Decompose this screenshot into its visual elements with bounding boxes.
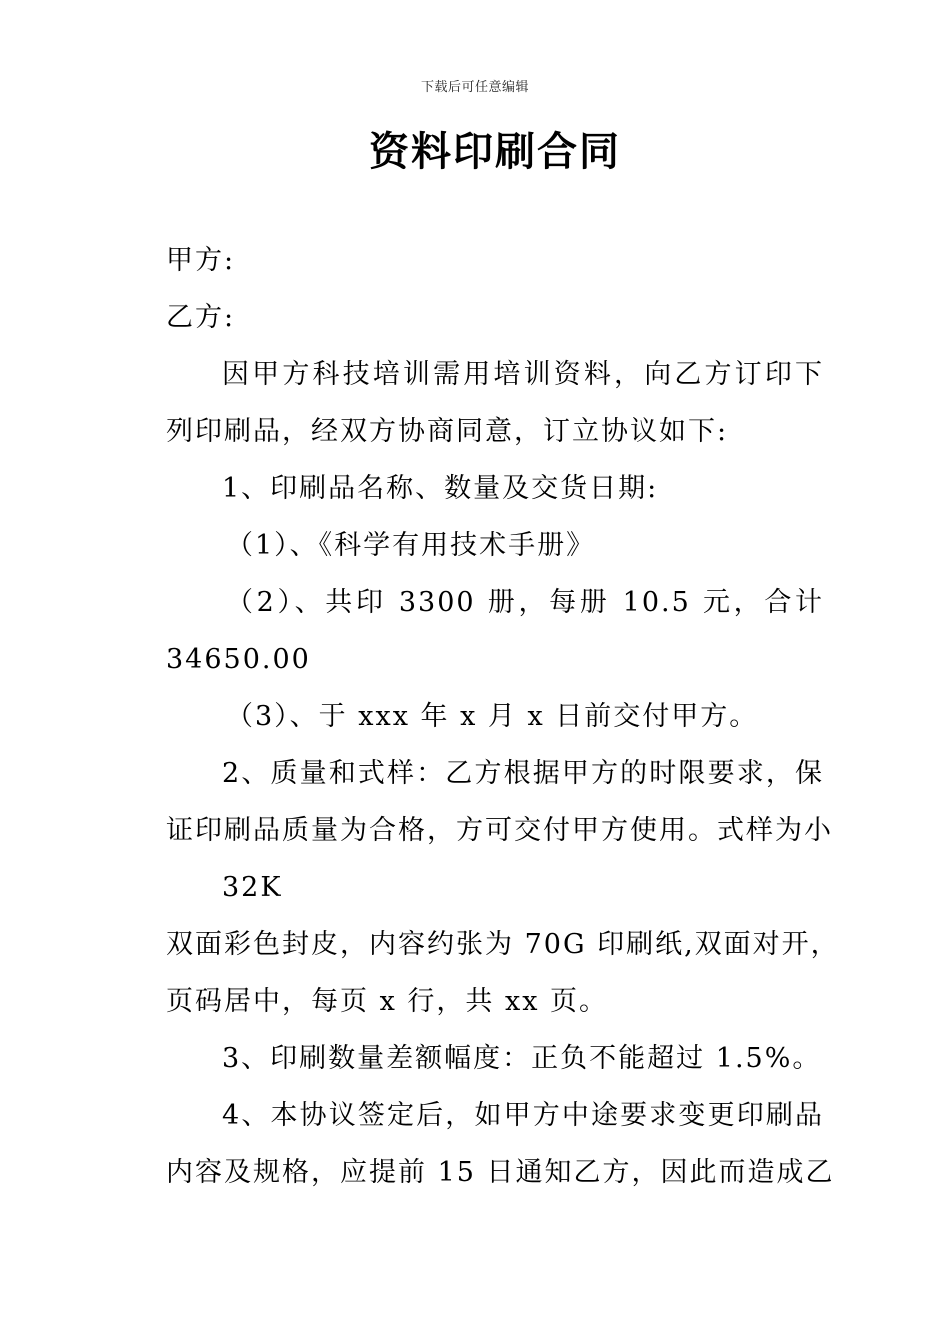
clause-2-line-2: 证印刷品质量为合格，方可交付甲方使用。式样为小 (166, 815, 833, 846)
party-a-line: 甲方: (166, 245, 236, 276)
preamble-line-1: 因甲方科技培训需用培训资料，向乙方订印下 (222, 359, 824, 390)
party-b-line: 乙方: (166, 302, 236, 333)
clause-2-line-3: 32K (222, 872, 283, 903)
clause-2-line-1: 2、质量和式样：乙方根据甲方的时限要求，保 (222, 758, 824, 789)
preamble-line-2: 列印刷品，经双方协商同意，订立协议如下: (166, 416, 729, 447)
clause-1-heading: 1、印刷品名称、数量及交货日期: (222, 473, 659, 504)
clause-2-line-4: 双面彩色封皮，内容约张为 70G 印刷纸,双面对开， (166, 929, 840, 960)
clause-2-line-5: 页码居中，每页 x 行，共 xx 页。 (166, 986, 609, 1017)
clause-3-line: 3、印刷数量差额幅度：正负不能超过 1.5%。 (222, 1043, 822, 1074)
clause-4-line-1: 4、本协议签定后，如甲方中途要求变更印刷品 (222, 1100, 824, 1131)
document-title: 资料印刷合同 (369, 129, 621, 175)
clause-1-item-1: （1）、《科学有用技术手册》 (226, 530, 596, 561)
clause-4-line-2: 内容及规格，应提前 15 日通知乙方，因此而造成乙 (166, 1157, 835, 1188)
clause-1-item-2-total: 34650.00 (166, 644, 311, 675)
clause-1-item-3: （3）、于 xxx 年 x 月 x 日前交付甲方。 (226, 701, 759, 732)
header-note: 下载后可任意编辑 (420, 80, 529, 95)
clause-1-item-2: （2）、共印 3300 册，每册 10.5 元，合计 (226, 587, 824, 618)
